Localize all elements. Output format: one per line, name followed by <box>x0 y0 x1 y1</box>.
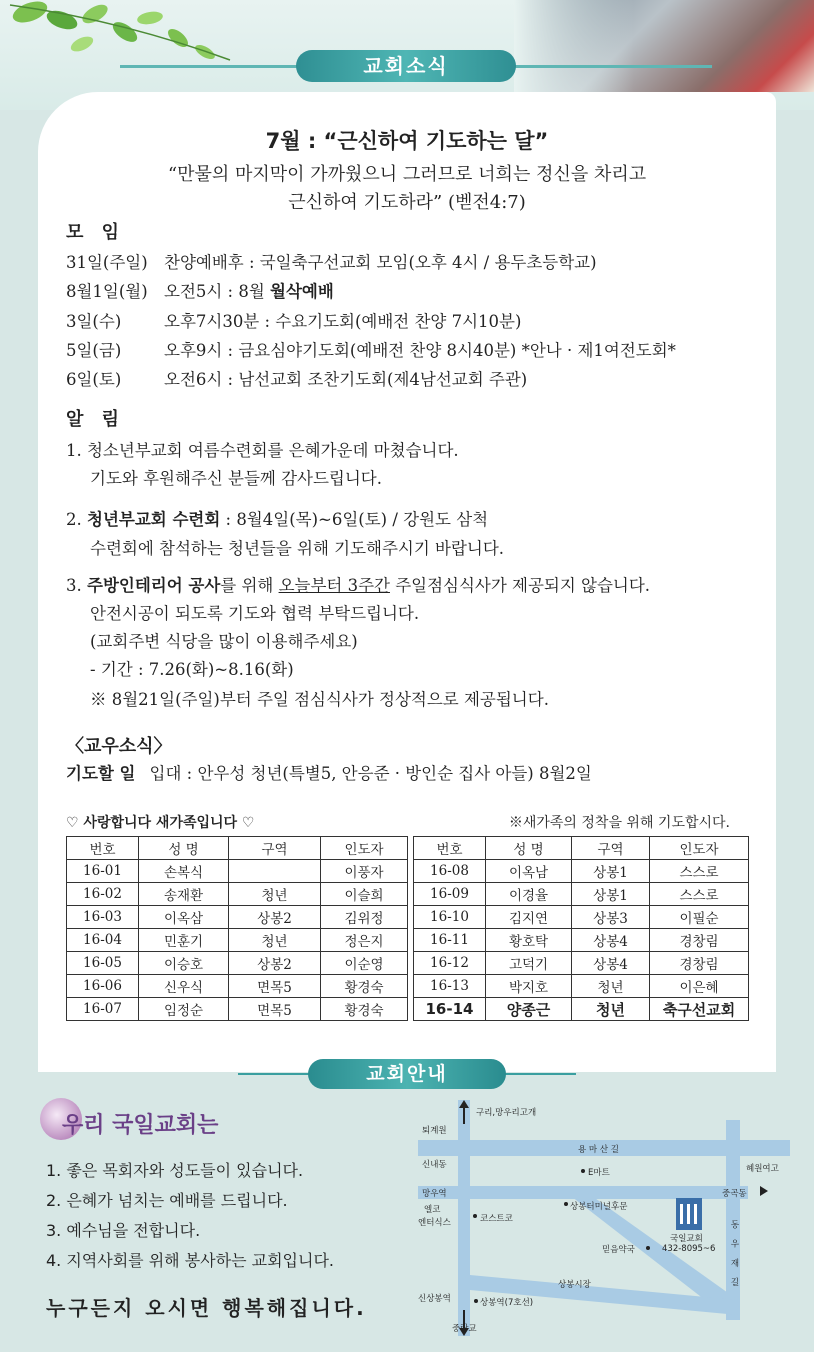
guide-item: 2. 은혜가 넘치는 예배를 드립니다. <box>46 1191 288 1210</box>
table-row: 16-09 이경율 상봉1 스스로 <box>414 883 749 906</box>
map-label: 432-8095~6 <box>662 1244 716 1254</box>
newcomers-title: ♡ 사랑합니다 새가족입니다 ♡ <box>66 815 255 831</box>
meeting-item: 5일(금) 오후9시 : 금요심야기도회(예배전 찬양 8시40분) *안나 · 제1여전도회* <box>66 341 676 360</box>
location-map <box>418 1100 790 1336</box>
column-header: 구역 <box>229 837 321 860</box>
table-row: 16-03 이옥삼 상봉2 김위정 <box>67 906 408 929</box>
notice-line: ※ 8월21일(주일)부터 주일 점심식사가 정상적으로 제공됩니다. <box>90 690 549 709</box>
map-label: 상봉시장 <box>558 1280 591 1290</box>
map-label: 엔터식스 <box>418 1218 451 1228</box>
column-header: 인도자 <box>321 837 408 860</box>
column-header: 번호 <box>414 837 486 860</box>
map-label: 혜원여고 <box>746 1164 779 1174</box>
newcomers-note: ※새가족의 정착을 위해 기도합시다. <box>508 815 730 831</box>
members-heading: 〈교우소식〉 <box>66 736 172 757</box>
map-roads <box>418 1100 790 1336</box>
table-row: 16-06 신우식 면목5 황경숙 <box>67 975 408 998</box>
map-label: 중랑교 <box>452 1324 477 1334</box>
map-label: 상봉터미널후문 <box>570 1202 628 1212</box>
map-label: 신상봉역 <box>418 1294 451 1304</box>
map-label: 구리,망우리고개 <box>476 1108 537 1118</box>
column-header: 구역 <box>572 837 650 860</box>
notices-heading: 알 림 <box>66 409 126 430</box>
map-label: 상봉역(7호선) <box>480 1298 534 1308</box>
column-header: 번호 <box>67 837 139 860</box>
guide-item: 4. 지역사회를 위해 봉사하는 교회입니다. <box>46 1251 334 1270</box>
map-label: 국일교회 <box>670 1234 703 1244</box>
notice-line: 2. 청년부교회 수련회 : 8월4일(목)~6일(토) / 강원도 삼척 <box>66 510 489 529</box>
leaves-decoration <box>0 0 260 90</box>
table-row: 16-02 송재환 청년 이슬희 <box>67 883 408 906</box>
notice-line: 1. 청소년부교회 여름수련회를 은혜가운데 마쳤습니다. <box>66 441 459 460</box>
verse-line-1: “만물의 마지막이 가까웠으니 그러므로 너희는 정신을 차리고 <box>167 164 647 185</box>
meeting-item: 8월1일(월) 오전5시 : 8월 월삭예배 <box>66 282 334 301</box>
notice-line: 기도와 후원해주신 분들께 감사드립니다. <box>90 469 382 488</box>
table-row: 16-10 김지연 상봉3 이필순 <box>414 906 749 929</box>
column-header: 성 명 <box>139 837 229 860</box>
table-row: 16-07 임정순 면목5 황경숙 <box>67 998 408 1021</box>
meetings-heading: 모 임 <box>66 222 126 243</box>
table-row: 16-01 손복식 이풍자 <box>67 860 408 883</box>
guide-item: 1. 좋은 목회자와 성도들이 있습니다. <box>46 1161 304 1180</box>
table-row: 16-08 이옥남 상봉1 스스로 <box>414 860 749 883</box>
meeting-item: 31일(주일) 찬양예배후 : 국일축구선교회 모임(오후 4시 / 용두초등학교) <box>66 253 597 272</box>
table-row: 16-14 양종근 청년 축구선교회 <box>414 998 749 1021</box>
prayer-request: 기도할 일 입대 : 안우성 청년(특별5, 안응준 · 방인순 집사 아들) 8월2일 <box>66 764 592 783</box>
newcomers-table-right <box>413 836 749 1021</box>
map-label: 퇴계원 <box>422 1126 447 1136</box>
map-label: E마트 <box>588 1168 610 1178</box>
column-header: 성 명 <box>486 837 572 860</box>
notice-line: - 기간 : 7.26(화)~8.16(화) <box>90 660 294 679</box>
table-row: 16-11 황호탁 상봉4 경창림 <box>414 929 749 952</box>
notice-line: 수련회에 참석하는 청년들을 위해 기도해주시기 바랍니다. <box>90 539 505 558</box>
table-row: 16-04 민훈기 청년 정은지 <box>67 929 408 952</box>
map-label: 코스트코 <box>480 1214 513 1224</box>
newcomers-table-left <box>66 836 408 1021</box>
monthly-theme-title: 7월 : “근신하여 기도하는 달” <box>265 129 549 153</box>
map-label: 망우역 <box>422 1189 447 1199</box>
map-label: 믿음약국 <box>602 1245 635 1255</box>
meeting-item: 6일(토) 오전6시 : 남선교회 조찬기도회(제4남선교회 주관) <box>66 370 528 389</box>
meeting-item: 3일(수) 오후7시30분 : 수요기도회(예배전 찬양 7시10분) <box>66 312 522 331</box>
verse-line-2: 근신하여 기도하라” (벧전4:7) <box>288 192 526 213</box>
map-label: 엘코 <box>424 1205 441 1215</box>
notice-line: 3. 주방인테리어 공사를 위해 오늘부터 3주간 주일점심식사가 제공되지 않습니다. <box>66 576 651 595</box>
table-row: 16-12 고덕기 상봉4 경창림 <box>414 952 749 975</box>
section-title-church-guide: 교회안내 <box>308 1059 506 1089</box>
table-row: 16-05 이승호 상봉2 이순영 <box>67 952 408 975</box>
guide-item: 3. 예수님을 전합니다. <box>46 1221 201 1240</box>
notice-line: (교회주변 식당을 많이 이용해주세요) <box>90 632 358 651</box>
arrow-right-icon <box>760 1186 768 1196</box>
church-name: 우리 국일교회는 <box>62 1113 219 1138</box>
map-label: 동 우 재 길 <box>729 1220 739 1291</box>
map-label: 신내동 <box>422 1160 447 1170</box>
section-title-church-news: 교회소식 <box>296 50 516 82</box>
map-label: 중곡동 <box>722 1189 747 1199</box>
slogan: 누구든지 오시면 행복해집니다. <box>46 1296 367 1320</box>
map-label: 용 마 산 길 <box>578 1145 619 1155</box>
table-row: 16-13 박지호 청년 이은혜 <box>414 975 749 998</box>
notice-line: 안전시공이 되도록 기도와 협력 부탁드립니다. <box>90 604 420 623</box>
column-header: 인도자 <box>650 837 749 860</box>
